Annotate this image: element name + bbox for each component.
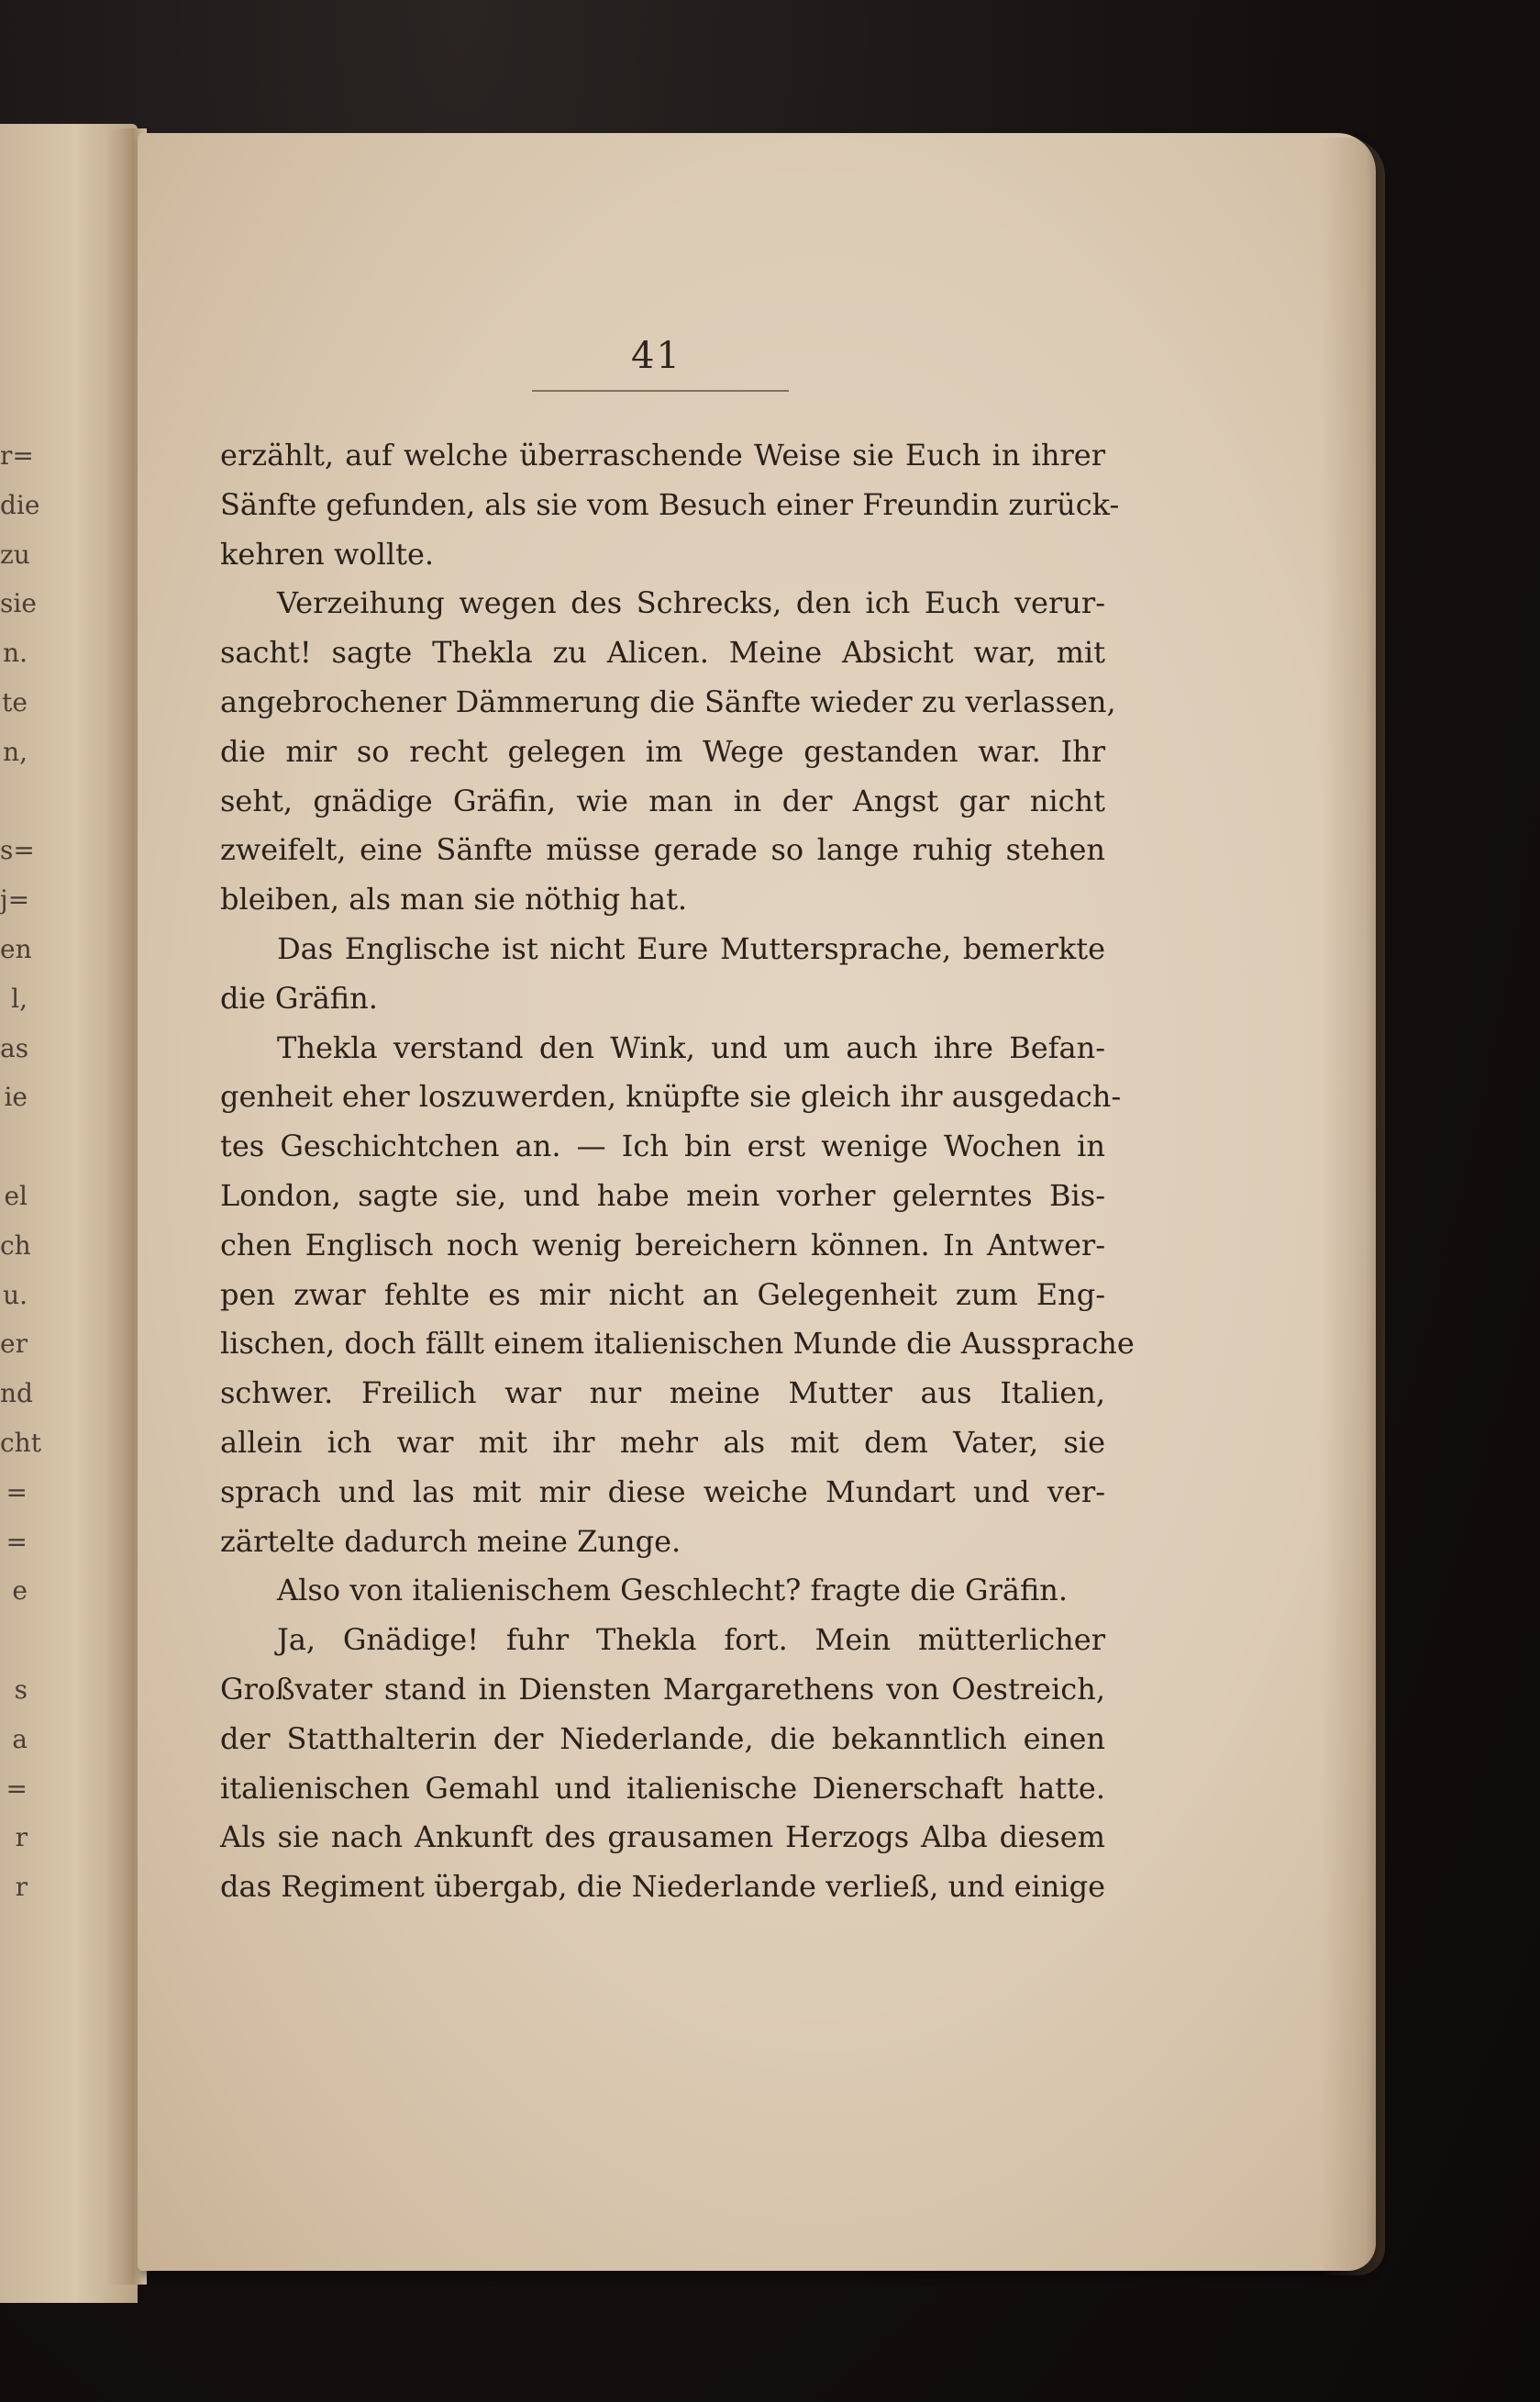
left-page-fragment: ch <box>0 1229 31 1261</box>
left-page-fragment: er <box>0 1329 28 1360</box>
left-page-fragment: cht <box>0 1427 41 1458</box>
page-edge-shadow <box>1321 138 1385 2275</box>
left-page-fragment: as <box>0 1032 29 1063</box>
header-rule <box>532 390 789 392</box>
text-line: die Gräfin. <box>220 980 378 1016</box>
left-page-fragment: die <box>0 489 40 520</box>
left-page-fragment: l, <box>11 983 28 1014</box>
text-line: chen Englisch noch wenig bereichern können. In Antwer- <box>220 1227 1105 1262</box>
left-page-fragment: te <box>2 686 28 717</box>
text-line: lischen, doch fällt einem italienischen Munde die Aussprache <box>220 1326 1135 1362</box>
text-line: Als sie nach Ankunft des grausamen Herzogs Alba diesem <box>220 1819 1105 1855</box>
text-line: schwer. Freilich war nur meine Mutter aus Italien, <box>220 1375 1105 1411</box>
left-page-fragment: j= <box>0 884 30 916</box>
text-line: zweifelt, eine Sänfte müsse gerade so lange ruhig stehen <box>220 832 1105 868</box>
left-page-text-fragments <box>0 431 41 1912</box>
text-line: das Regiment übergab, die Niederlande verließ, und einige <box>220 1869 1105 1905</box>
left-page-fragment: el <box>4 1180 28 1211</box>
text-line: London, sagte sie, und habe mein vorher gelerntes Bis- <box>220 1177 1105 1213</box>
text-line: pen zwar fehlte es mir nicht an Gelegenheit zum Eng- <box>220 1276 1105 1312</box>
text-line: Thekla verstand den Wink, und um auch ihre Befan- <box>277 1029 1105 1065</box>
text-line: allein ich war mit ihr mehr als mit dem Vater, sie <box>220 1424 1105 1460</box>
page-number: 41 <box>631 335 681 377</box>
left-page-fragment: nd <box>0 1378 33 1409</box>
text-line: erzählt, auf welche überraschende Weise sie Euch in ihrer <box>220 438 1105 473</box>
text-line: Das Englische ist nicht Eure Muttersprache, bemerkte <box>277 930 1105 966</box>
text-line: genheit eher loszuwerden, knüpfte sie gleich ihr ausgedach- <box>220 1079 1122 1115</box>
text-line: Sänfte gefunden, als sie vom Besuch einer Freundin zurück- <box>220 486 1120 522</box>
left-page-fragment: r= <box>0 440 34 471</box>
left-page-fragment: a <box>12 1723 28 1754</box>
text-line: kehren wollte. <box>220 536 435 572</box>
text-line: Ja, Gnädige! fuhr Thekla fort. Mein mütterlicher <box>277 1622 1105 1658</box>
left-page-fragment: e <box>12 1575 28 1607</box>
left-page-fragment: s= <box>0 835 35 866</box>
text-line: die mir so recht gelegen im Wege gestanden war. Ihr <box>220 733 1105 769</box>
left-page-fragment: ie <box>4 1082 28 1113</box>
text-line: italienischen Gemahl und italienische Dienerschaft hatte. <box>220 1770 1105 1806</box>
left-page-fragment: s <box>14 1674 28 1705</box>
left-page-fragment: r <box>15 1822 28 1853</box>
left-page-fragment <box>0 777 28 827</box>
left-page-fragment: sie <box>0 588 37 619</box>
left-page-fragment: zu <box>0 539 30 570</box>
text-line: sprach und las mit mir diese weiche Mundart und ver- <box>220 1473 1105 1509</box>
text-line: der Statthalterin der Niederlande, die bekanntlich einen <box>220 1720 1105 1756</box>
text-line: Großvater stand in Diensten Margarethens von Oestreich, <box>220 1671 1105 1707</box>
body-text <box>220 431 1135 1912</box>
left-page-fragment: n, <box>3 736 28 767</box>
text-line: tes Geschichtchen an. — Ich bin erst wenige Wochen in <box>220 1129 1105 1164</box>
left-page-fragment <box>0 1122 28 1172</box>
left-page-fragment: u. <box>3 1279 28 1310</box>
text-line: seht, gnädige Gräfin, wie man in der Angst gar nicht <box>220 783 1105 818</box>
left-page-fragment: n. <box>3 638 28 669</box>
left-page-fragment: r <box>15 1872 28 1903</box>
left-page-fragment: = <box>6 1526 28 1557</box>
left-page-fragment: = <box>6 1773 28 1804</box>
text-line: Verzeihung wegen des Schrecks, den ich Euch verur- <box>277 585 1105 621</box>
left-page-fragment: = <box>6 1476 28 1507</box>
left-page-fragment: en <box>0 933 32 964</box>
text-line: bleiben, als man sie nöthig hat. <box>220 882 688 917</box>
text-line: zärtelte dadurch meine Zunge. <box>220 1523 681 1559</box>
text-line: sacht! sagte Thekla zu Alicen. Meine Absicht war, mit <box>220 635 1105 671</box>
text-line: Also von italienischem Geschlecht? fragte die Gräfin. <box>277 1573 1069 1608</box>
text-line: angebrochener Dämmerung die Sänfte wieder zu verlassen, <box>220 684 1116 719</box>
left-page-fragment <box>0 1616 28 1665</box>
